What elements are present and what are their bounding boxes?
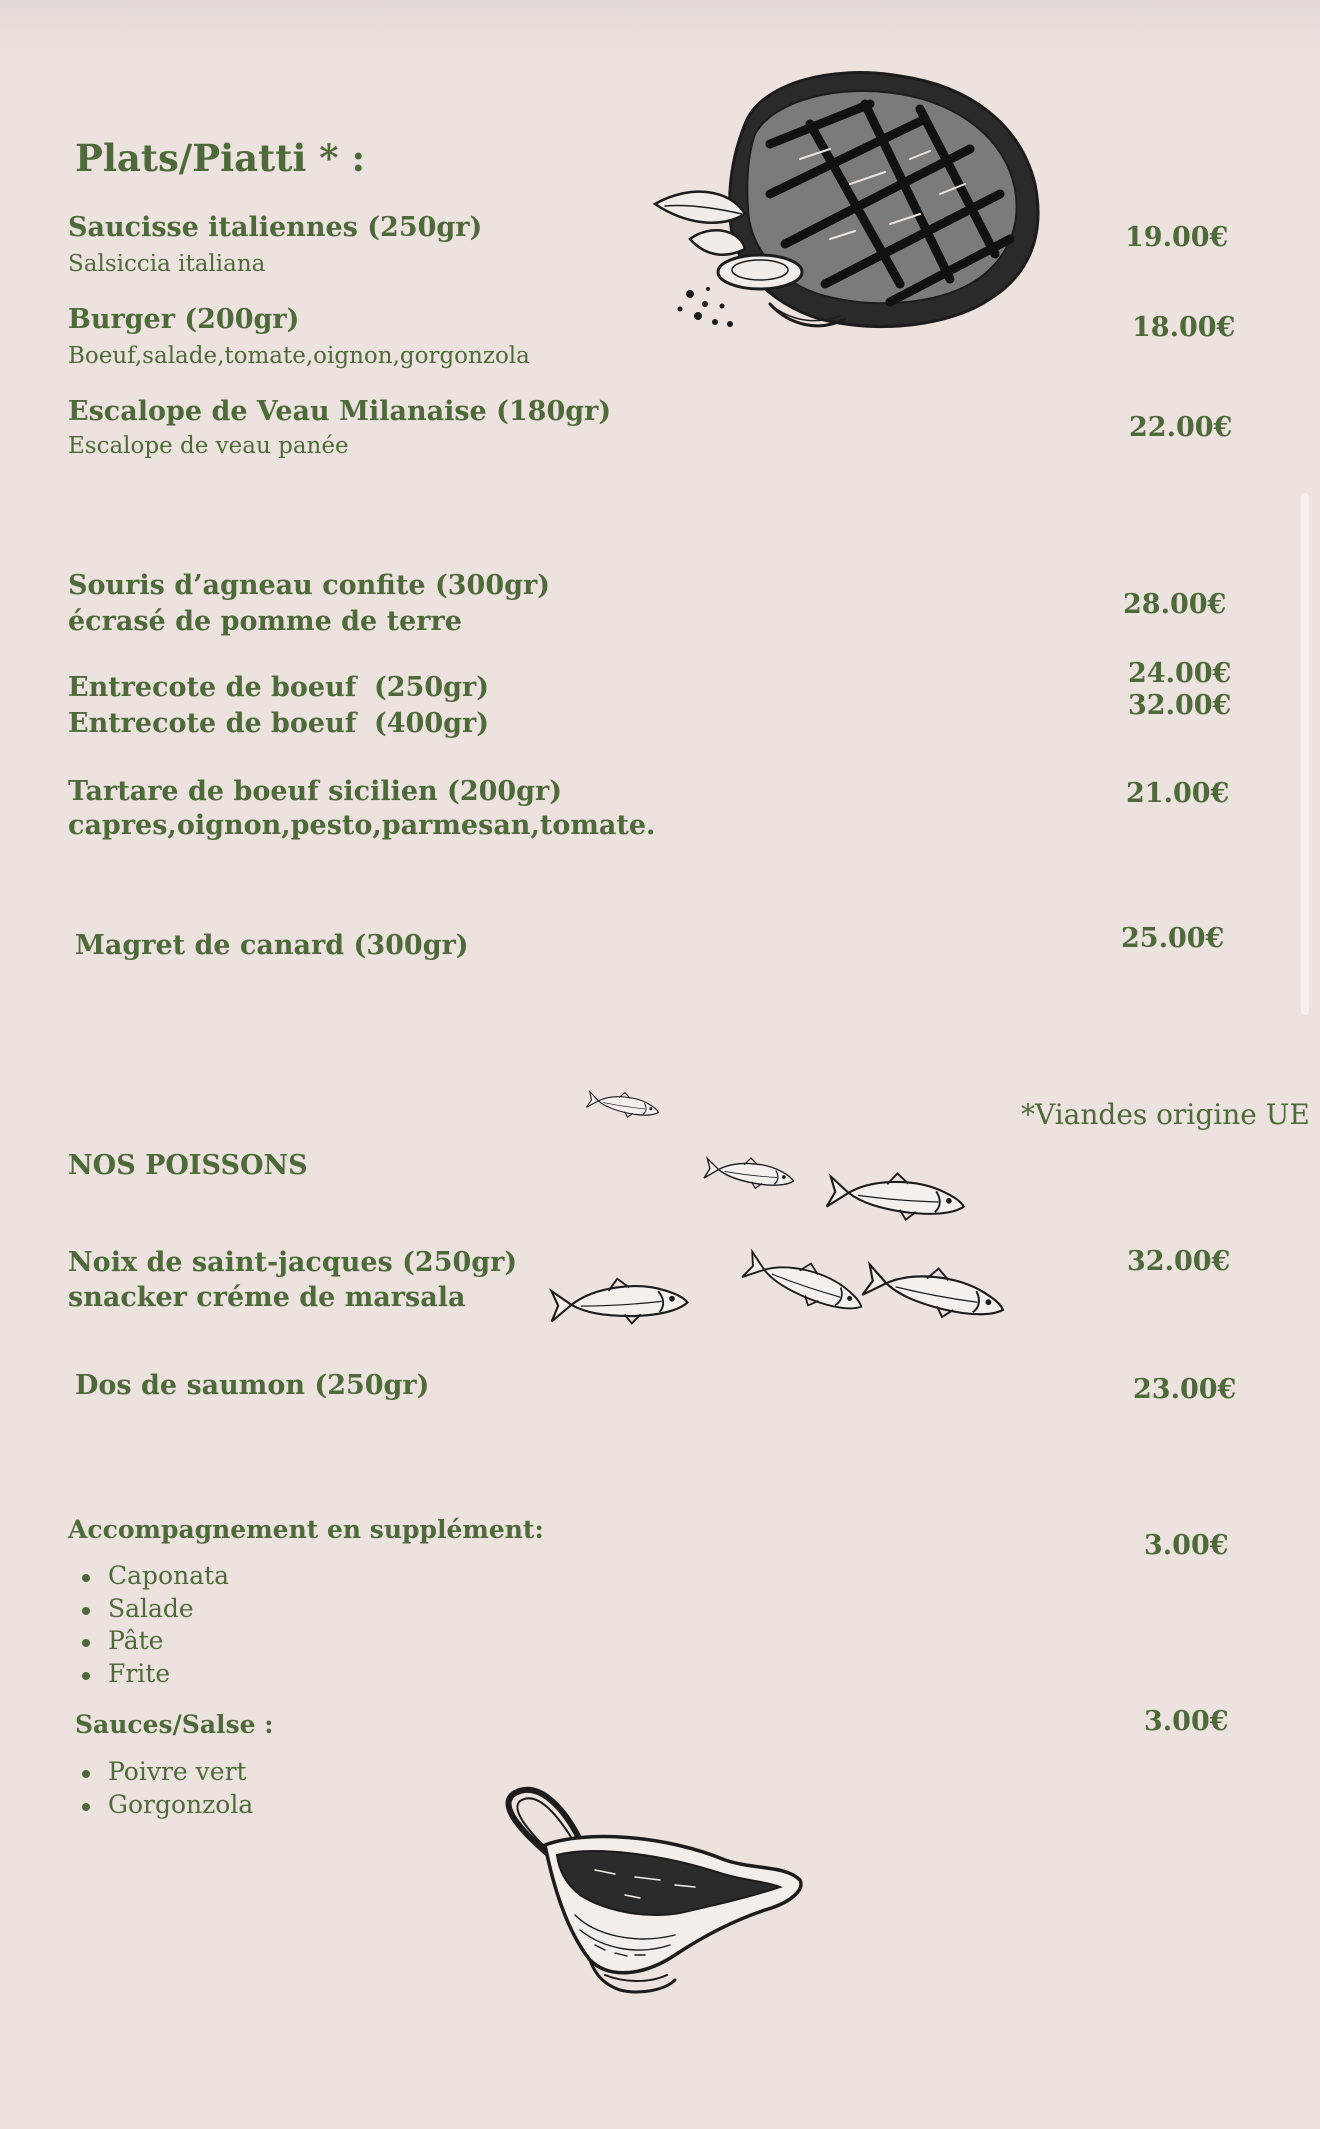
fish-section-title: NOS POISSONS: [68, 1150, 308, 1181]
sauces-title: Sauces/Salse :: [75, 1710, 274, 1739]
list-item: Salade: [68, 1593, 229, 1626]
menu-item-desc: écrasé de pomme de terre: [68, 606, 462, 637]
menu-item-name: Entrecote de boeuf: [68, 708, 357, 739]
menu-item-desc: Salsiccia italiana: [68, 251, 266, 277]
menu-item-price: 21.00€: [1126, 778, 1230, 809]
fish-item-desc: snacker créme de marsala: [68, 1282, 466, 1313]
menu-item-price: 28.00€: [1123, 589, 1227, 620]
fish-item-price: 32.00€: [1127, 1246, 1231, 1277]
menu-item-desc: Escalope de veau panée: [68, 433, 349, 459]
sauces-price: 3.00€: [1144, 1706, 1229, 1737]
menu-item-name: Burger (200gr): [68, 304, 300, 335]
list-item: Pâte: [68, 1625, 229, 1658]
menu-item-desc: Boeuf,salade,tomate,oignon,gorgonzola: [68, 343, 530, 369]
menu-item-name: Escalope de Veau Milanaise (180gr): [68, 396, 612, 427]
menu-item-name: Saucisse italiennes (250gr): [68, 212, 483, 243]
menu-item-price: 18.00€: [1132, 312, 1236, 343]
menu-item-price: 19.00€: [1125, 222, 1229, 253]
fish-item-price: 23.00€: [1133, 1374, 1237, 1405]
list-item: Gorgonzola: [68, 1789, 253, 1822]
menu-item-weight: (400gr): [374, 708, 490, 739]
menu-item-price: 25.00€: [1121, 923, 1225, 954]
top-shadow: [0, 0, 1320, 60]
list-item: Poivre vert: [68, 1756, 253, 1789]
fish-illustration: [540, 1080, 1020, 1330]
menu-item-name: Magret de canard (300gr): [75, 930, 469, 961]
list-item: Frite: [68, 1658, 229, 1691]
steak-illustration: [650, 64, 1050, 364]
fish-item-name: Noix de saint-jacques (250gr): [68, 1247, 518, 1278]
menu-item-name: Entrecote de boeuf: [68, 672, 357, 703]
sides-price: 3.00€: [1144, 1530, 1229, 1561]
menu-title: Plats/Piatti * :: [75, 136, 366, 180]
sides-list: [68, 1560, 229, 1690]
sauces-list: [68, 1756, 253, 1821]
menu-item-name: Tartare de boeuf sicilien (200gr): [68, 776, 563, 807]
menu-item-price: 22.00€: [1129, 412, 1233, 443]
menu-item-price: 32.00€: [1128, 690, 1232, 721]
gravy-boat-illustration: [495, 1785, 815, 2000]
menu-item-weight: (250gr): [374, 672, 490, 703]
scrollbar[interactable]: [1301, 493, 1309, 1015]
menu-item-desc: capres,oignon,pesto,parmesan,tomate.: [68, 810, 656, 841]
meat-origin-note: *Viandes origine UE: [1021, 1098, 1310, 1131]
sides-title: Accompagnement en supplément:: [68, 1515, 544, 1544]
list-item: Caponata: [68, 1560, 229, 1593]
menu-item-price: 24.00€: [1128, 658, 1232, 689]
fish-item-name: Dos de saumon (250gr): [75, 1370, 430, 1401]
menu-item-name: Souris d’agneau confite (300gr): [68, 570, 550, 601]
